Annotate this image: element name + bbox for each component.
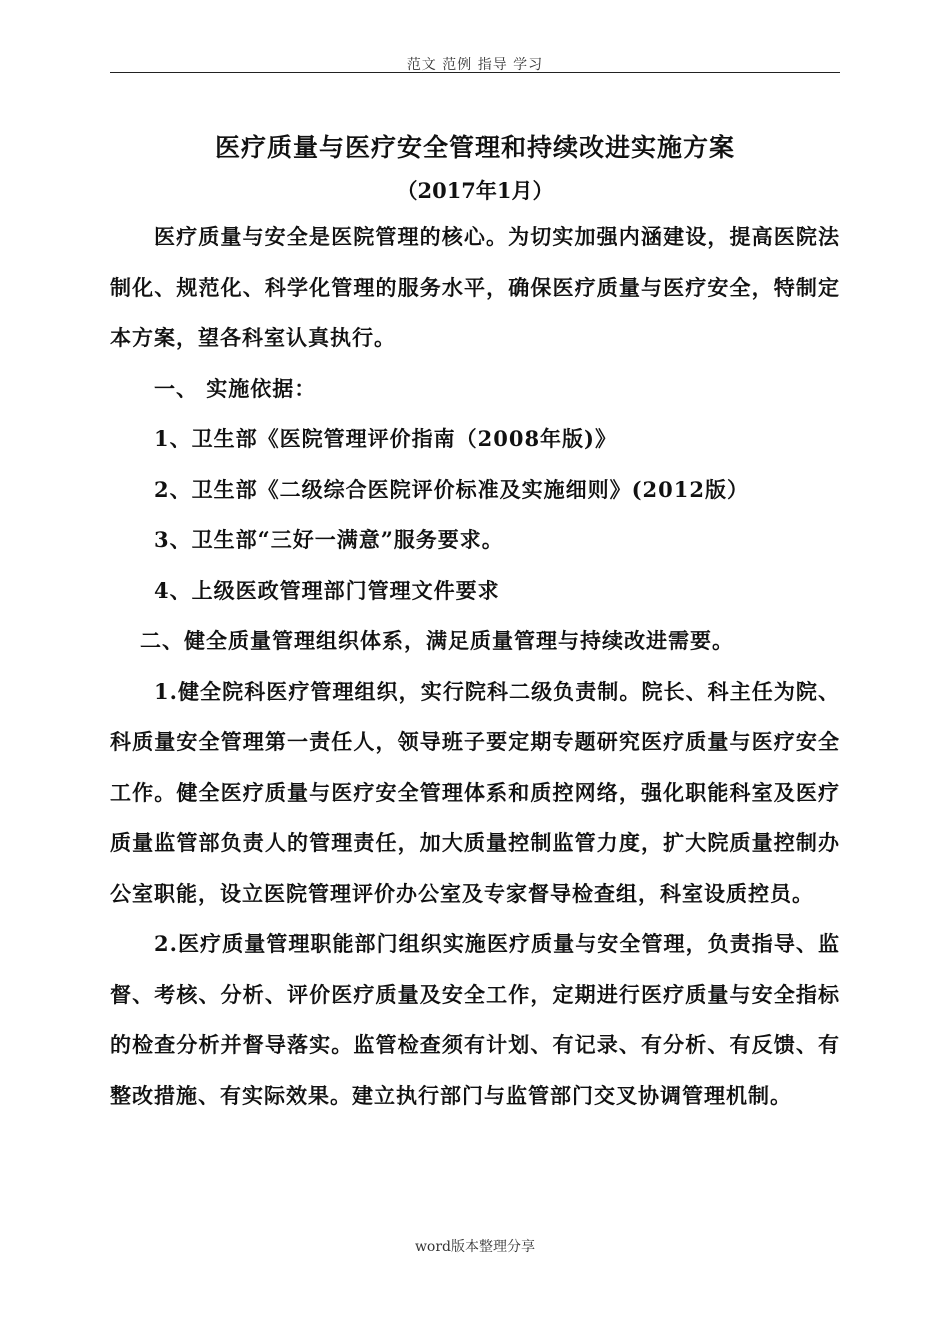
basis-item-3: 3、卫生部“三好一满意”服务要求。 xyxy=(154,527,504,552)
section-2-heading: 二、健全质量管理组织体系，满足质量管理与持续改进需要。 xyxy=(140,628,734,653)
section-2-paragraph-2: 2.医疗质量管理职能部门组织实施医疗质量与安全管理，负责指导、监督、考核、分析、评价医疗质量及安全工作，定期进行医疗质量与安全指标的检查分析并督导落实。监管检查须有计划、有记录、有分析、有反馈、有整改措施、有实际效果。建立执行部门与监管部门交叉协调管理机制。 xyxy=(110,931,840,1108)
header-divider xyxy=(110,72,840,73)
page-header-text: 范文 范例 指导 学习 xyxy=(406,57,544,73)
page-footer-text: word版本整理分享 xyxy=(414,1239,536,1255)
basis-item-4: 4、上级医政管理部门管理文件要求 xyxy=(154,577,500,603)
basis-item-2: 2、卫生部《二级综合医院评价标准及实施细则》(2012版） xyxy=(154,476,749,502)
document-date: （2017年1月） xyxy=(396,178,554,203)
document-body xyxy=(110,212,840,1121)
section-2-paragraph-1: 1.健全院科医疗管理组织，实行院科二级负责制。院长、科主任为院、科质量安全管理第一责任人，领导班子要定期专题研究医疗质量与医疗安全工作。健全医疗质量与医疗安全管理体系和质控网络，强化职能科室及医疗质量监管部负责人的管理责任，加大质量控制监管力度，扩大院质量控制办公室职能，设立医院管理评价办公室及专家督导检查组，科室设质控员。 xyxy=(110,678,840,906)
section-1-heading: 一、 实施依据： xyxy=(154,375,317,401)
document-title: 医疗质量与医疗安全管理和持续改进实施方案 xyxy=(214,133,735,162)
intro-paragraph: 医疗质量与安全是医院管理的核心。为切实加强内涵建设，提高医院法制化、规范化、科学化管理的服务水平，确保医疗质量与医疗安全，特制定本方案，望各科室认真执行。 xyxy=(110,224,840,350)
basis-item-1: 1、卫生部《医院管理评价指南（2008年版)》 xyxy=(154,426,617,451)
